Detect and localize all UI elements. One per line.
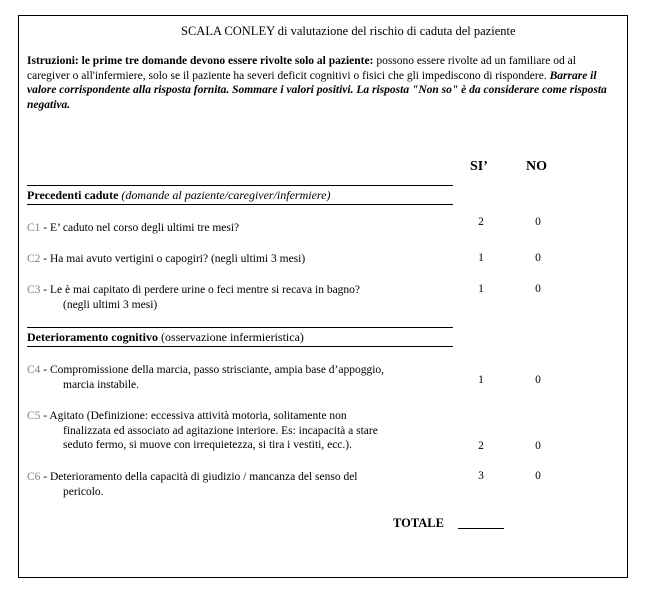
item-c6 (27, 470, 452, 499)
item-c2 (27, 252, 452, 267)
item-text-cont: marcia instabile. (63, 378, 139, 391)
column-header-si: SI’ (470, 159, 488, 174)
section-subtitle: (osservazione infermieristica) (157, 330, 304, 344)
item-c1 (27, 221, 452, 236)
section-deterioramento-cognitivo (27, 327, 453, 347)
score-si-c4[interactable]: 1 (478, 374, 484, 386)
instructions (27, 54, 617, 112)
item-code: C2 (27, 253, 41, 265)
section-precedenti-cadute (27, 185, 453, 205)
score-no-c2[interactable]: 0 (535, 252, 541, 264)
score-no-c1[interactable]: 0 (535, 216, 541, 228)
score-si-c3[interactable]: 1 (478, 283, 484, 295)
score-si-c2[interactable]: 1 (478, 252, 484, 264)
total-label: TOTALE (393, 516, 444, 530)
section-subtitle: (domande al paziente/caregiver/infermiere) (118, 188, 331, 202)
item-text-cont: pericolo. (63, 485, 104, 498)
item-text-cont: finalizzata ed associato ad agitazione interiore. Es: incapacità a stare seduto fermo, si muove con irrequietezza, si tira i vestiti, ecc.). (63, 424, 378, 451)
score-no-c4[interactable]: 0 (535, 374, 541, 386)
item-text: - Le è mai capitato di perdere urine o feci mentre si recava in bagno? (40, 284, 361, 296)
item-code: C5 (27, 410, 41, 422)
item-text: - Agitato (Definizione: eccessiva attività motoria, solitamente non (40, 410, 347, 422)
item-code: C4 (27, 364, 41, 376)
instructions-bold: Istruzioni: le prime tre domande devono essere rivolte solo al paziente: (27, 55, 374, 67)
total-blank-field[interactable] (458, 528, 504, 529)
page-title: SCALA CONLEY di valutazione del rischio di caduta del paziente (181, 24, 516, 38)
item-code: C6 (27, 471, 41, 483)
item-code: C3 (27, 284, 41, 296)
score-si-c6[interactable]: 3 (478, 470, 484, 482)
section-title: Deterioramento cognitivo (27, 330, 158, 344)
score-si-c1[interactable]: 2 (478, 216, 484, 228)
score-no-c3[interactable]: 0 (535, 283, 541, 295)
item-text: - Compromissione della marcia, passo strisciante, ampia base d’appoggio, (40, 364, 385, 376)
score-si-c5[interactable]: 2 (478, 440, 484, 452)
instructions-normal: possono essere rivolte ad un familiare od al caregiver o all'infermiere, solo se il paziente ha severi deficit cognitivi o fisici che gli impediscono di rispondere. (27, 55, 576, 82)
score-no-c5[interactable]: 0 (535, 440, 541, 452)
score-no-c6[interactable]: 0 (535, 470, 541, 482)
item-text: - Ha mai avuto vertigini o capogiri? (negli ultimi 3 mesi) (40, 253, 306, 265)
item-c4 (27, 363, 452, 392)
item-c3 (27, 283, 452, 312)
item-text-cont: (negli ultimi 3 mesi) (63, 298, 158, 311)
item-c5 (27, 409, 452, 453)
column-header-no: NO (526, 159, 547, 174)
section-title: Precedenti cadute (27, 188, 119, 202)
item-text: - E’ caduto nel corso degli ultimi tre mesi? (40, 222, 240, 234)
instructions-italic: Barrare il valore corrispondente alla risposta fornita. Sommare i valori positivi. La risposta "Non so" è da considerare come risposta negativa. (27, 69, 607, 111)
item-code: C1 (27, 222, 41, 234)
item-text: - Deterioramento della capacità di giudizio / mancanza del senso del (40, 471, 358, 483)
